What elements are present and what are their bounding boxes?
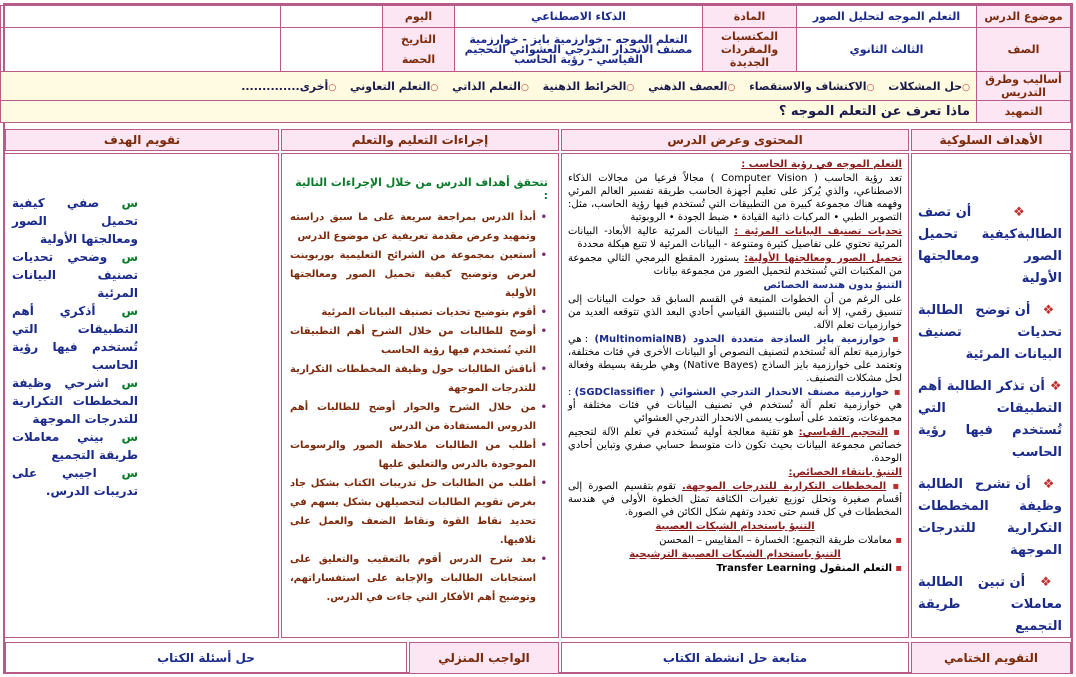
procedure-item: • أقوم بتوضيح تحديات تصنيف البيانات المرئية <box>290 303 536 322</box>
goal-3: ❖ أن تذكر الطالبة أهم التطبيقات التي تُستخدم فيها رؤية الحاسب <box>918 379 1062 460</box>
content-header: المحتوى وعرض الدرس <box>561 129 909 151</box>
goal-4: ❖ أن تشرح الطالبة وظيفة المخططات التكرارية للتدرجات الموجهة <box>918 477 1062 558</box>
eval-item-6: س اجيبي على تدريبات الدرس. <box>12 466 138 498</box>
method-4: ○الخرائط الذهنية <box>542 79 635 93</box>
method-1: ○حل المشكلات <box>888 79 970 93</box>
lesson-topic-label: موضوع الدرس <box>977 6 1071 28</box>
blank-cell-2 <box>1 28 281 72</box>
prediction-title: التنبؤ بدون هندسة الخصائص <box>763 280 902 291</box>
method-3: ○العصف الذهني <box>648 79 736 93</box>
goals-column <box>911 153 1071 638</box>
day-value <box>281 6 383 28</box>
grade-value: الثالث الثانوي <box>797 28 977 72</box>
procedure-item: • أستعين بمجموعة من الشرائح التعليمية بوربوينت لعرض وتوضيح كيفية تحميل الصور ومعالجتها الأولية <box>290 246 536 303</box>
content-body: التعلم الموجه في رؤية الحاسب : تعد رؤية الحاسب ( Computer Vision ) مجالاً فرعيا من مجالات الذكاء الاصطناعي، والذي يُركز على تعليم أجهزة الحاسب طريقة تفسير العالم المرئي وفهمه هناك مجموعة كبيرة من التطبيقات التي تُستخدم فيها رؤية الحاسب، مثل: التصوير الطبي • المركبات ذاتية القيادة • ضبط الجودة • الروبوتية تحديات تصنيف البيانات المرئية : البيانات المرئية عالية الأبعاد- البيانات المرئية تحتوي على تفاصيل كثيرة ومتنوعة - البيانات المرئية لا تتبع هيكلة محددة تحميل الصور ومعالجتها الأولية: يستورد المقطع البرمجي التالي مجموعة من المكتبات التي تُستخدم لتحميل الصور من مجموعة بيانات التنبؤ بدون هندسة الخصائص على الرغم من أن الخطوات المتبعة في القسم السابق قد حولت البيانات إلى تنسيق رقمي، إلا أنه ليس بالتنسيق القياسي أحادي البعد الذي تتوقعه العديد من خوارزميات تعلم الآلة. ▪ خوارزمية بايز الساذجة متعددة الحدود (MultinomialNB) : هي خوارزمية تعلم آلة تُستخدم لتصنيف النصوص أو البيانات الأخرى في فئات مختلفة، وتعتمد على خوارزمية بايز الساذج (Native Bayes) وهي طريقة بسيطة وفعالة لحل مشكلات التصنيف. ▪ خوارزمية مصنف الانحدار التدرجي العشوائي ( SGDClassifier) : هي خوارزمية تعلم آلة تُستخدم في تصنيف البيانات في فئات مختلفة أو مجموعات، وتعتمد على أسلوب يسمى الانحدار التدرجي العشوائي ▪ التحجيم القياسي: هو تقنية معالجة أولية تُستخدم في تعلم الآلة لتحجيم خصائص مجموعة البيانات بحيث تكون ذات متوسط حسابي صفري وتباين أحادي الوحدة. التنبؤ بانتقاء الخصائص: ▪ المخططات التكرارية للتدرجات الموجهة. تقوم بتقسيم الصورة إلى أقسام صغيرة وتحلل توزيع تغيرات الكثافة تمثل الخطوة الأولى في هندسة المخططات في كل قسم حتى تحدد وتفهم شكل الكائن في الصورة. التنبؤ باستخدام الشبكات العصبية ▪ معاملات طريقة التجميع: الخسارة – المقاييس – المحسن التنبؤ باستخدام الشبكات العصبية الترشيحية ▪ التعلم المنقول Transfer Learning <box>568 159 903 574</box>
procedure-item: • أناقش الطالبات حول وظيفة المخططات التكرارية للتدرجات الموجهة <box>290 360 536 398</box>
period-label: الحصة <box>401 52 436 66</box>
hog-title: المخططات التكرارية للتدرجات الموجهة. <box>682 481 887 492</box>
subject-label: المادة <box>703 6 797 28</box>
challenges-title: تحديات تصنيف البيانات المرئية : <box>734 226 902 237</box>
nb-body: : هي خوارزمية تعلم آلة تُستخدم لتصنيف النصوص أو البيانات الأخرى في فئات مختلفة، وتعتمد على خوارزمية بايز الساذج (Native Bayes) وهي طريقة بسيطة وفعالة لحل مشكلات التصنيف. <box>568 334 902 384</box>
date-period-labels <box>383 28 455 72</box>
procedure-item: • أطلب من الطالبات ملاحظة الصور والرسومات الموجودة بالدرس والتعليق عليها <box>290 436 536 474</box>
eval-item-3: س أذكري أهم التطبيقات التي تُستخدم فيها رؤية الحاسب <box>12 304 138 372</box>
method-6: ○التعلم التعاوني <box>350 79 439 93</box>
content-column <box>561 153 909 638</box>
sgd-title: خوارزمية مصنف الانحدار التدرجي العشوائي ( SGDClassifier) <box>574 387 890 398</box>
procedures-column <box>281 153 559 638</box>
goal-1: ❖ أن تصف الطالبةكيفية تحميل الصور ومعالجتها الأولية <box>918 205 1063 286</box>
blank-cell-1 <box>1 6 281 28</box>
nb-title: خوارزمية بايز الساذجة متعددة الحدود (MultinomialNB) <box>594 334 886 345</box>
vocab-text: التعلم الموجه - خوارزمية بايز - خوارزمية مصنف الانحدار التدرجي العشوائي التحجيم القياسي - رؤية الحاسب <box>455 28 703 72</box>
tl-body: التعلم المنقول Transfer Learning <box>716 563 893 574</box>
procedures-title: تتحقق أهداف الدرس من خلال الإجراءات التالية : <box>295 176 548 202</box>
goal-5: ❖ أن تبين الطالبة معاملات طريقة التجميع <box>918 575 1062 634</box>
final-eval-label: التقويم الختامي <box>911 642 1071 674</box>
tl-title: التنبؤ باستخدام الشبكات العصبية الترشيحية <box>629 549 841 560</box>
day-label: اليوم <box>383 6 455 28</box>
eval-item-1: س صفي كيفية تحميل الصور ومعالجتها الأولية <box>12 196 138 246</box>
scale-body: هو تقنية معالجة أولية تُستخدم في تعلم الآلة لتحجيم خصائص مجموعة البيانات بحيث تكون ذات متوسط حسابي صفري وتباين أحادي الوحدة. <box>568 427 902 464</box>
procedures-header: إجراءات التعليم والتعلم <box>281 129 559 151</box>
cv-title: التعلم الموجه في رؤية الحاسب : <box>741 159 902 170</box>
homework-label: الواجب المنزلي <box>409 642 559 674</box>
cv-body: تعد رؤية الحاسب ( Computer Vision ) مجالاً فرعيا من مجالات الذكاء الاصطناعي، والذي يُركز على تعليم أجهزة الحاسب طريقة تفسير العالم المرئي وفهمه هناك مجموعة كبيرة من التطبيقات التي تُستخدم فيها رؤية الحاسب، مثل: التصوير الطبي • المركبات ذاتية القيادة • ضبط الجودة • الروبوتية <box>568 173 902 223</box>
sgd-body: : هي خوارزمية تعلم آلة تُستخدم في تصنيف البيانات في فئات مختلفة أو مجموعات، وتعتمد على أسلوب يسمى الانحدار التدرجي العشوائي <box>568 387 902 424</box>
nn-body: معاملات طريقة التجميع: الخسارة – المقاييس – المحسن <box>659 535 893 546</box>
vocab-label: المكتسبات والمفردات الجديدة <box>703 28 797 72</box>
book-questions-text: حل أسئلة الكتاب <box>5 642 407 674</box>
challenges-body: البيانات المرئية عالية الأبعاد- البيانات المرئية تحتوي على تفاصيل كثيرة ومتنوعة - البيانات المرئية لا تتبع هيكلة محددة <box>568 226 902 250</box>
scale-title: التحجيم القياسي: <box>798 427 888 438</box>
methods-list <box>1 72 977 101</box>
method-7: ○أخرى.............. <box>241 79 337 93</box>
hog-body: تقوم بتقسيم الصورة إلى أقسام صغيرة وتحلل توزيع تغيرات الكثافة تمثل الخطوة الأولى في هندسة المخططات في كل قسم حتى تحدد وتفهم شكل الكائن في الصورة. <box>568 481 902 518</box>
loading-title: تحميل الصور ومعالجتها الأولية: <box>744 253 902 264</box>
lesson-topic: التعلم الموجه لتحليل الصور <box>797 6 977 28</box>
loading-body: يستورد المقطع البرمجي التالي مجموعة من المكتبات التي تُستخدم لتحميل الصور من مجموعة بيانات <box>568 253 902 277</box>
grade-label: الصف <box>977 28 1071 72</box>
date-label: التاريخ <box>401 32 436 46</box>
methods-label: أساليب وطرق التدريس <box>977 72 1071 101</box>
evaluation-column <box>12 194 138 500</box>
lesson-plan-page <box>3 3 1073 674</box>
intro-text: ماذا تعرف عن التعلم الموجه ؟ <box>1 101 977 123</box>
header-table <box>0 5 1071 123</box>
unit-title: الذكاء الاصطناعي <box>455 6 703 28</box>
procedure-item: • بعد شرح الدرس أقوم بالتعقيب والتعليق على استجابات الطالبات والإجابة على استفساراتهم، وتوضيح أهم الأفكار التي جاءت في الدرس. <box>290 550 536 607</box>
nn-title: التنبؤ باستخدام الشبكات العصبية <box>655 521 815 532</box>
feature-title: التنبؤ بانتقاء الخصائص: <box>788 467 902 478</box>
goals-header: الأهداف السلوكية <box>911 129 1071 151</box>
evaluation-header: تقويم الهدف <box>5 129 279 151</box>
evaluation-area <box>5 153 279 638</box>
procedure-item: • أطلب من الطالبات حل تدريبات الكتاب بشكل جاد بغرض تقويم الطالبات لتحصيلهن بشكل يسهم في تحديد نقاط القوة ونقاط الضعف والعمل على تلافيها. <box>290 474 536 550</box>
procedure-item: • من خلال الشرح والحوار أوضح للطالبات أهم الدروس المستفادة من الدرس <box>290 398 536 436</box>
intro-label: التمهيد <box>977 101 1071 123</box>
goal-2: ❖ أن توضح الطالبة تحديات تصنيف البيانات المرئية <box>918 303 1062 362</box>
eval-item-2: س وضحي تحديات تصنيف البيانات المرئية <box>12 250 138 300</box>
method-5: ○التعلم الذاتي <box>452 79 529 93</box>
activities-text: متابعة حل انشطة الكتاب <box>561 642 909 674</box>
eval-item-5: س بيني معاملات طريقة التجميع <box>12 430 138 462</box>
prediction-body: على الرغم من أن الخطوات المتبعة في القسم السابق قد حولت البيانات إلى تنسيق رقمي، إلا أنه ليس بالتنسيق القياسي أحادي البعد الذي تتوقعه العديد من خوارزميات تعلم الآلة. <box>568 294 902 331</box>
method-2: ○الاكتشاف والاستقصاء <box>749 79 875 93</box>
procedure-item: • أوضح للطالبات من خلال الشرح أهم التطبيقات التي تُستخدم فيها رؤية الحاسب <box>290 322 536 360</box>
eval-item-4: س اشرحي وظيفة المخططات التكرارية للتدرجات الموجهة <box>12 376 138 426</box>
date-value <box>281 28 383 72</box>
procedure-item: • أبدأ الدرس بمراجعة سريعة على ما سبق دراسته وتمهيد وعرض مقدمة تعريفية عن موضوع الدرس <box>290 208 536 246</box>
